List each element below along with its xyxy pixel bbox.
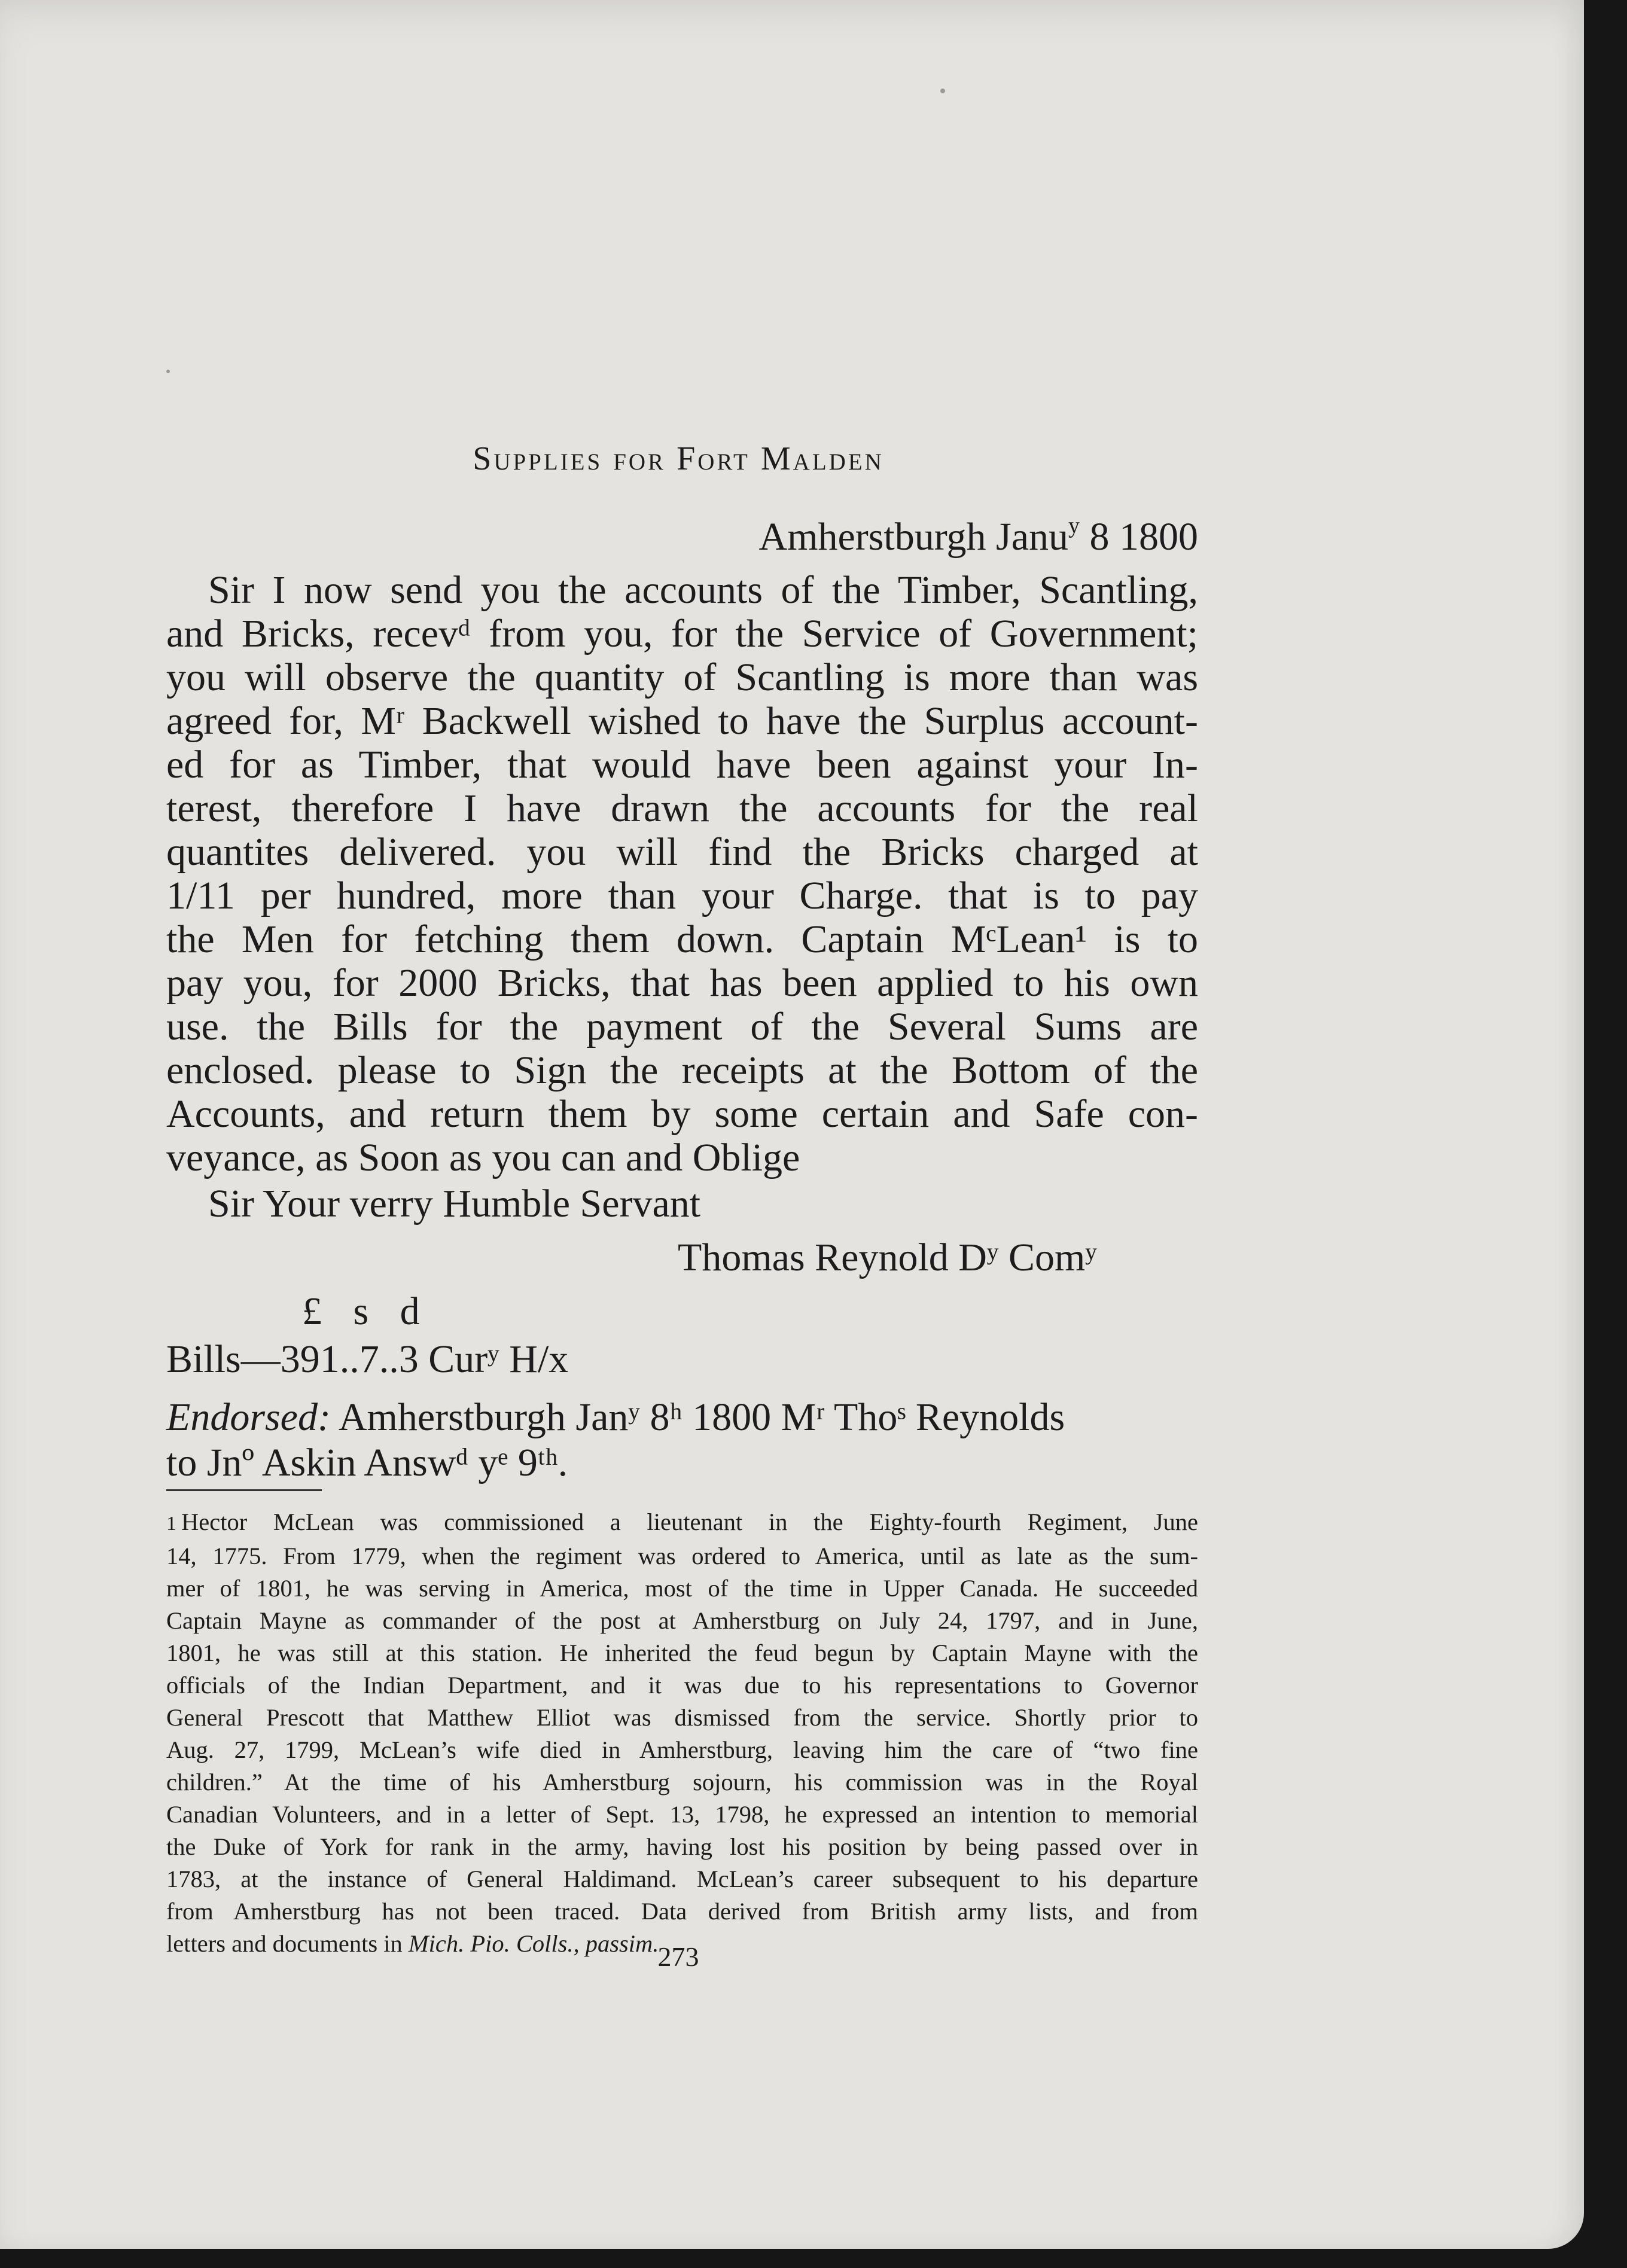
letter-line: Accounts, and return them by some certain and Safe con- xyxy=(166,1092,1198,1136)
footnote-line: Captain Mayne as commander of the post at Amherstburg on July 24, 1797, and in June, xyxy=(166,1607,1198,1634)
letter-line: and Bricks, recevᵈ from you, for the Service of Government; xyxy=(166,612,1198,656)
letter-dateline: Amherstburgh Janu$^y$ 8 1800 xyxy=(758,513,1198,559)
footnote-line: 1801, he was still at this station. He inherited the feud begun by Captain Mayne with the xyxy=(166,1639,1198,1666)
letter-line: use. the Bills for the payment of the Several Sums are xyxy=(166,1005,1198,1048)
footnote-line: children.” At the time of his Amherstburg sojourn, his commission was in the Royal xyxy=(166,1769,1198,1796)
letter-line: quantites delivered. you will find the Bricks charged at xyxy=(166,830,1198,874)
footnote-line: the Duke of York for rank in the army, having lost his position by being passed over in xyxy=(166,1833,1198,1860)
paper-speck xyxy=(166,370,170,373)
letter-signature: Thomas Reynold Dʸ Comʸ xyxy=(678,1236,1097,1279)
footnote-line: 14, 1775. From 1779, when the regiment was ordered to America, until as late as the sum- xyxy=(166,1543,1198,1569)
letter-line: enclosed. please to Sign the receipts at the Bottom of the xyxy=(166,1048,1198,1092)
endorsement xyxy=(166,1395,1198,1486)
footnote-line: from Amherstburg has not been traced. Data derived from British army lists, and from xyxy=(166,1898,1198,1925)
footnote-line: Canadian Volunteers, and in a letter of Sept. 13, 1798, he expressed an intention to memorial xyxy=(166,1801,1198,1828)
letter-body xyxy=(166,568,1198,1190)
bills-amount: Bills—391..7..3 Curʸ H/x xyxy=(166,1337,569,1381)
letter-line: Sir I now send you the accounts of the Timber, Scantling, xyxy=(208,568,1198,612)
footnote-citation: Mich. Pio. Colls., passim. xyxy=(408,1930,659,1957)
footnote-line: Aug. 27, 1799, McLean’s wife died in Amherstburg, leaving him the care of “two fine xyxy=(166,1736,1198,1763)
page-title: Supplies for Fort Malden xyxy=(473,440,884,477)
page-number: 273 xyxy=(657,1941,699,1972)
letter-line: the Men for fetching them down. Captain MᶜLean¹ is to xyxy=(166,917,1198,961)
endorsement-label: Endorsed: xyxy=(166,1395,331,1439)
letter-line: agreed for, Mʳ Backwell wished to have the Surplus account- xyxy=(166,699,1198,743)
paper-speck xyxy=(940,89,945,93)
letter-line: veyance, as Soon as you can and Oblige xyxy=(166,1136,800,1179)
letter-line: pay you, for 2000 Bricks, that has been applied to his own xyxy=(166,961,1198,1005)
footnote-line: General Prescott that Matthew Elliot was dismissed from the service. Shortly prior to xyxy=(166,1704,1198,1731)
footnote-line: mer of 1801, he was serving in America, most of the time in Upper Canada. He succeeded xyxy=(166,1575,1198,1602)
footnote-number: 1 xyxy=(166,1513,176,1535)
footnote-line: letters and documents in Mich. Pio. Colls., passim. xyxy=(166,1930,659,1957)
footnote-divider xyxy=(166,1489,322,1491)
letter-line: you will observe the quantity of Scantling is more than was xyxy=(166,656,1198,699)
letter-closing: Sir Your verry Humble Servant xyxy=(208,1182,701,1226)
footnote-line: 1 Hector McLean was commissioned a lieutenant in the Eighty-fourth Regiment, June xyxy=(166,1508,1198,1535)
footnote xyxy=(166,1506,1198,1960)
endorsement-line: to Jnº Askin Answᵈ yᵉ 9ᵗʰ. xyxy=(166,1441,568,1484)
endorsement-line: Endorsed: Amherstburgh Janʸ 8ʰ 1800 Mʳ Thoˢ Reynolds xyxy=(166,1395,1065,1439)
letter-line: terest, therefore I have drawn the accounts for the real xyxy=(166,787,1198,830)
footnote-line: 1783, at the instance of General Haldimand. McLean’s career subsequent to his departure xyxy=(166,1865,1198,1892)
letter-line: ed for as Timber, that would have been against your In- xyxy=(166,743,1198,787)
currency-header: £ s d xyxy=(302,1290,431,1333)
footnote-line: officials of the Indian Department, and it was due to his representations to Governor xyxy=(166,1672,1198,1699)
letter-line: 1/11 per hundred, more than your Charge. that is to pay xyxy=(166,874,1198,917)
